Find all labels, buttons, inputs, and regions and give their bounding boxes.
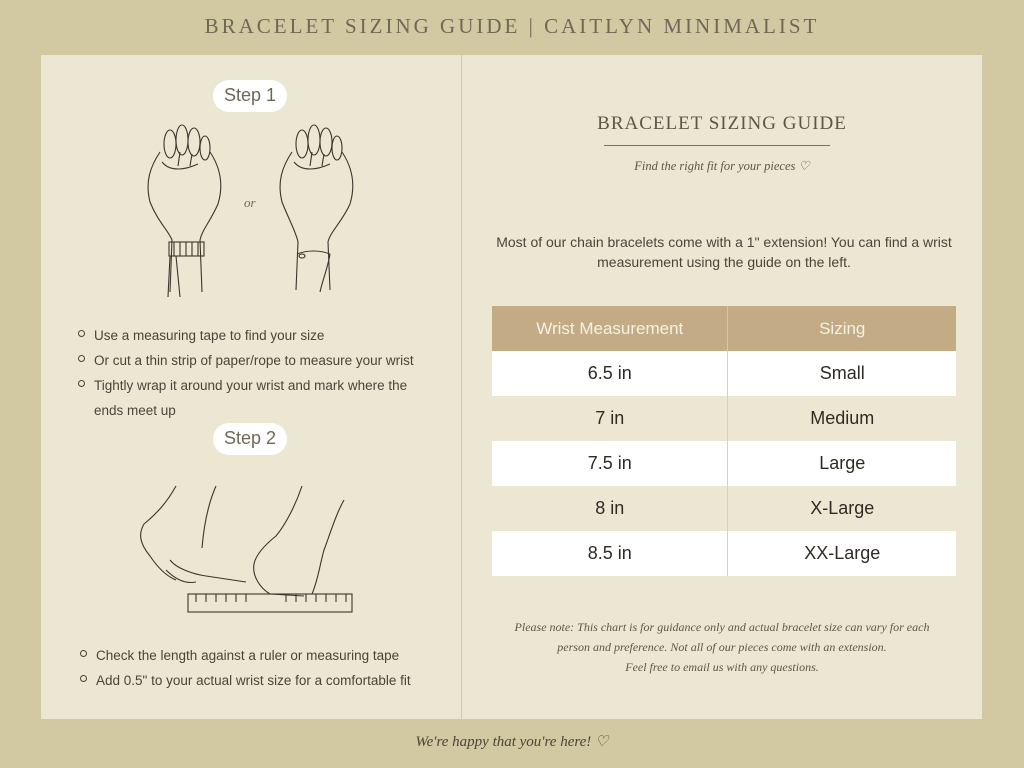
table-row	[492, 351, 956, 396]
header-wrist-measurement: Wrist Measurement	[492, 306, 728, 351]
disclaimer-line: Please note: This chart is for guidance only and actual bracelet size can vary for each	[514, 620, 930, 634]
page-title: BRACELET SIZING GUIDE | CAITLYN MINIMALIST	[204, 14, 820, 38]
sizing-guide-title: BRACELET SIZING GUIDE	[597, 113, 847, 134]
wrist-tape-illustration-icon	[140, 122, 230, 300]
footer-message: We're happy that you're here! ♡	[415, 734, 609, 750]
intro-text: Most of our chain bracelets come with a 1" extension! You can find a wrist measurement using the guide on the left.	[496, 234, 952, 270]
ruler-measuring-illustration-icon	[136, 484, 356, 618]
table-row	[492, 531, 956, 576]
sizing-guide-subtitle: Find the right fit for your pieces ♡	[634, 159, 810, 173]
step-1-list	[78, 323, 438, 423]
sizing-cell: Medium	[810, 408, 875, 428]
wrist-measurement-cell: 7.5 in	[492, 441, 728, 486]
list-item: Tightly wrap it around your wrist and mark where the ends meet up	[78, 373, 424, 423]
wrist-measurement-cell: 7 in	[492, 396, 728, 441]
step-1-label: Step 1	[213, 80, 287, 112]
wrist-string-illustration-icon	[272, 122, 362, 300]
table-header-row	[492, 306, 956, 351]
list-item: Use a measuring tape to find your size	[78, 323, 438, 348]
wrist-measurement-cell: 8.5 in	[492, 531, 728, 576]
table-row	[492, 441, 956, 486]
disclaimer-line: person and preference. Not all of our pieces come with an extension.	[557, 640, 887, 654]
sizing-cell: Small	[819, 363, 865, 383]
sizing-cell: Large	[819, 453, 866, 473]
size-table	[492, 306, 956, 576]
wrist-measurement-cell: 6.5 in	[492, 351, 728, 396]
wrist-measurement-cell: 8 in	[492, 486, 728, 531]
sizing-cell: XX-Large	[804, 543, 881, 563]
title-underline	[604, 145, 830, 146]
disclaimer-line: Feel free to email us with any questions.	[625, 660, 819, 674]
disclaimer-note	[462, 617, 982, 677]
list-item: Check the length against a ruler or measuring tape	[80, 643, 450, 668]
header-sizing: Sizing	[728, 306, 956, 351]
list-item: Or cut a thin strip of paper/rope to measure your wrist	[78, 348, 438, 373]
step-2-list	[80, 643, 450, 693]
sizing-cell: X-Large	[810, 498, 875, 518]
table-row	[492, 486, 956, 531]
step-2-label: Step 2	[213, 423, 287, 455]
or-label: or	[244, 195, 256, 210]
table-row	[492, 396, 956, 441]
list-item: Add 0.5" to your actual wrist size for a comfortable fit	[80, 668, 450, 693]
